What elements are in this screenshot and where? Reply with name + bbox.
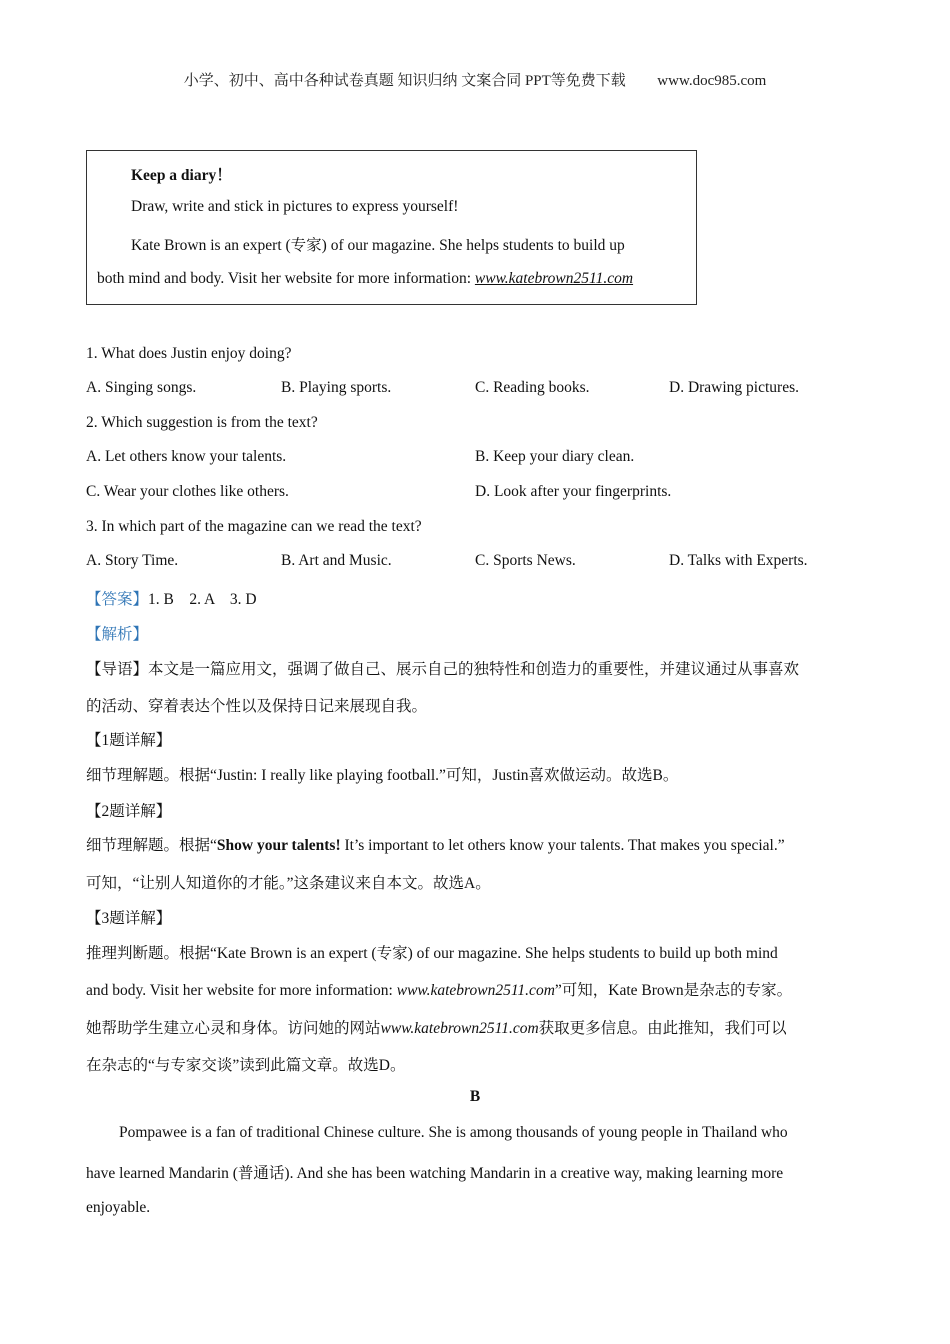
section-b-line-3: enjoyable. [86,1199,151,1216]
box-title: Keep a diary！ [131,167,232,184]
analysis-label: 【解析】 [86,626,149,643]
q2-detail-bold: Show your talents! [216,837,341,854]
q1-option-c: C. Reading books. [475,379,590,396]
q3-detail-line-1: 推理判断题。根据“Kate Brown is an expert (专家) of our magazine. She helps students to build up both mind [86,945,778,962]
q3-detail-label: 【3题详解】 [86,910,172,927]
section-b-line-1: Pompawee is a fan of traditional Chinese culture. She is among thousands of young people in Thailand who [119,1124,788,1141]
q3-detail-line-4: 在杂志的“与专家交谈”读到此篇文章。故选D。 [86,1057,406,1074]
question-3-stem: 3. In which part of the magazine can we read the text? [86,518,422,535]
q3-detail-line-2 [86,978,792,1000]
q1-option-b: B. Playing sports. [281,379,392,396]
q3-option-b: B. Art and Music. [281,552,392,569]
answer-label: 【答案】 [86,591,149,608]
box-line-2: Kate Brown is an expert (专家) of our magazine. She helps students to build up [131,237,625,254]
q2-detail-prefix: 细节理解题。根据“ [86,837,217,854]
box-line-3 [97,270,633,288]
q2-detail-line-1 [86,833,785,855]
box-line-3-text: both mind and body. Visit her website for more information: [97,270,475,287]
guide-line-1: 【导语】本文是一篇应用文，强调了做自己、展示自己的独特性和创造力的重要性，并建议通过从事喜欢 [86,661,800,678]
q3-line-2-prefix: and body. Visit her website for more information: [86,982,397,999]
q2-option-c: C. Wear your clothes like others. [86,483,289,500]
section-b-title: B [469,1088,481,1105]
website-link[interactable]: www.katebrown2511.com [474,270,634,287]
q3-line-2-link: www.katebrown2511.com [396,982,555,999]
page-header [0,69,950,90]
q1-option-d: D. Drawing pictures. [669,379,799,396]
answer-text: 1. B 2. A 3. D [148,591,257,608]
q3-line-3-suffix: 获取更多信息。由此推知，我们可以 [538,1020,787,1037]
section-b-line-2: have learned Mandarin (普通话). And she has been watching Mandarin in a creative way, making learning more [86,1165,784,1182]
q2-detail-rest: It’s important to let others know your talents. That makes you special.” [340,837,785,854]
q3-detail-line-3 [86,1016,787,1038]
q2-detail-label: 【2题详解】 [86,803,172,820]
header-text: 小学、初中、高中各种试卷真题 知识归纳 文案合同 PPT等免费下载 [183,73,626,89]
guide-line-2: 的活动、穿着表达个性以及保持日记来展现自我。 [86,698,428,715]
answer-line [86,587,257,609]
q1-option-a: A. Singing songs. [86,379,197,396]
q3-line-3-link: www.katebrown2511.com [380,1020,539,1037]
passage-box [86,150,697,305]
question-1-stem: 1. What does Justin enjoy doing? [86,345,292,362]
box-line-1: Draw, write and stick in pictures to express yourself! [131,198,459,215]
q3-line-2-suffix: ”可知，Kate Brown是杂志的专家。 [554,982,793,999]
question-2-stem: 2. Which suggestion is from the text? [86,414,318,431]
q3-line-3-prefix: 她帮助学生建立心灵和身体。访问她的网站 [86,1020,381,1037]
q3-option-c: C. Sports News. [475,552,576,569]
q1-detail-label: 【1题详解】 [86,732,172,749]
q3-option-a: A. Story Time. [86,552,179,569]
q2-option-a: A. Let others know your talents. [86,448,287,465]
q1-detail-text: 细节理解题。根据“Justin: I really like playing football.”可知，Justin喜欢做运动。故选B。 [86,767,679,784]
q2-option-d: D. Look after your fingerprints. [475,483,672,500]
q2-option-b: B. Keep your diary clean. [475,448,635,465]
header-site: www.doc985.com [657,73,767,89]
q2-detail-line-2: 可知，“让别人知道你的才能。”这条建议来自本文。故选A。 [86,875,491,892]
q3-option-d: D. Talks with Experts. [669,552,808,569]
